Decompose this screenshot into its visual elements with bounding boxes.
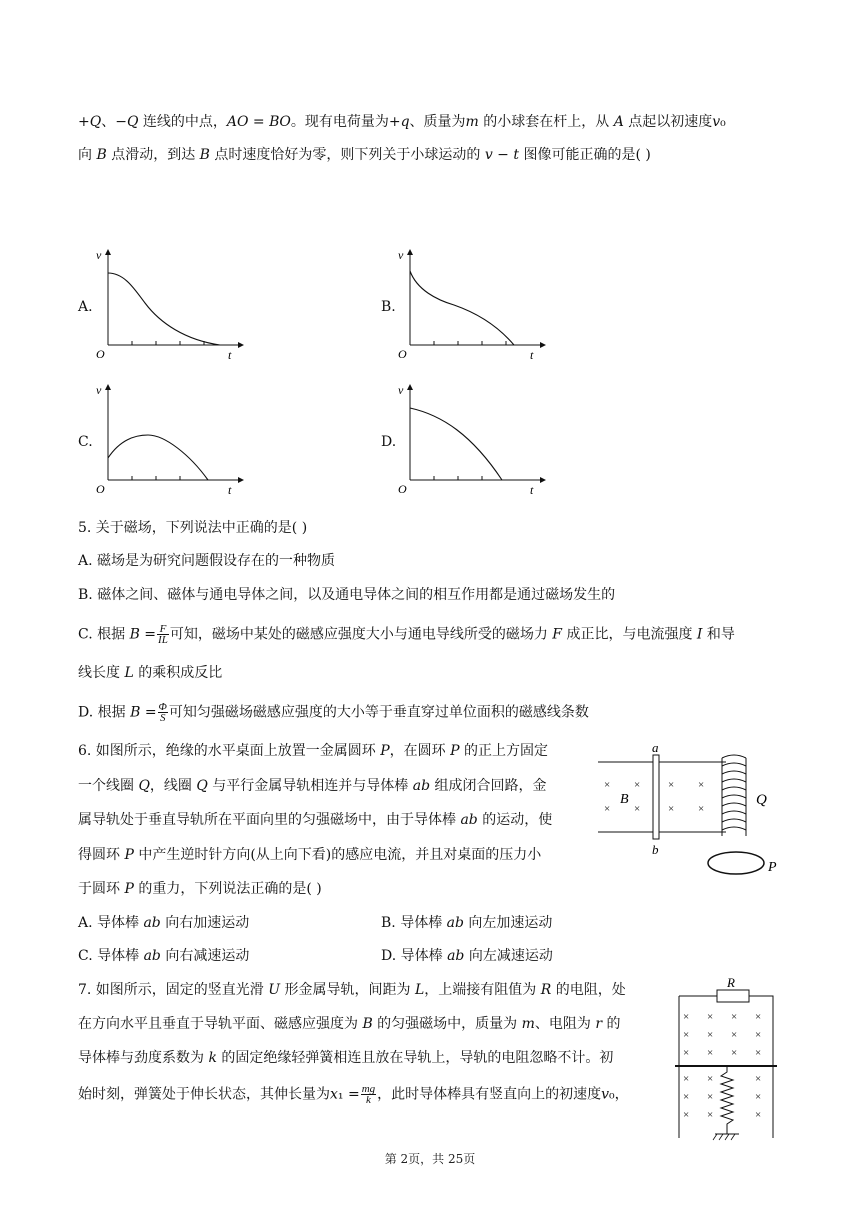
graph-c-t-label: t [228, 483, 232, 497]
graph-c-v-label: v [96, 383, 102, 397]
q7-figure [675, 975, 785, 1148]
q6-option-c[interactable]: C. 导体棒 𝑎𝑏 向右减速运动 [78, 948, 250, 964]
svg-text:×: × [634, 803, 641, 815]
svg-text:×: × [755, 1109, 762, 1121]
svg-text:×: × [683, 1029, 690, 1041]
svg-text:×: × [683, 1073, 690, 1085]
graph-b-origin: O [398, 347, 407, 361]
q6-option-a[interactable]: A. 导体棒 𝑎𝑏 向右加速运动 [78, 915, 250, 931]
q7-label-R: R [727, 975, 735, 990]
graph-a-t-label: t [228, 348, 232, 362]
q4-option-a-label[interactable]: A. [78, 299, 93, 315]
q6-label-B: B [620, 792, 629, 807]
graph-d-v-label: v [398, 383, 404, 397]
svg-text:×: × [698, 803, 705, 815]
svg-text:×: × [707, 1047, 714, 1059]
svg-text:×: × [634, 779, 641, 791]
q5-option-b[interactable]: B. 磁体之间、磁体与通电导体之间，以及通电导体之间的相互作用都是通过磁场发生的 [78, 587, 616, 603]
svg-text:×: × [604, 779, 611, 791]
svg-text:×: × [731, 1011, 738, 1023]
q4-option-b-label[interactable]: B. [381, 299, 396, 315]
graph-a-v-label: v [96, 248, 102, 262]
graph-d-origin: O [398, 482, 407, 496]
q5-option-c-line-2: 线长度 𝐿 的乘积成反比 [78, 665, 223, 681]
q5-c-pre: C. 根据 𝐵 = [78, 626, 157, 643]
q4-option-c-label: C. [78, 434, 93, 450]
svg-text:×: × [707, 1109, 714, 1121]
q7-l4-pre: 始时刻，弹簧处于伸长状态，其伸长量为𝑥₁ = [78, 1086, 360, 1103]
q5-stem: 5. 关于磁场，下列说法中正确的是( ) [78, 520, 308, 536]
svg-text:×: × [755, 1011, 762, 1023]
svg-text:×: × [755, 1029, 762, 1041]
q5-option-a[interactable]: A. 磁场是为研究问题假设存在的一种物质 [78, 553, 336, 569]
q4-stem-line-2: 向 𝐵 点滑动，到达 𝐵 点时速度恰好为零，则下列关于小球运动的 𝑣 − 𝑡 图像可能正确的是( ) [78, 147, 651, 163]
q5-d-pre: D. 根据 𝐵 = [78, 704, 157, 721]
svg-text:×: × [707, 1011, 714, 1023]
q6-label-b: b [652, 842, 659, 857]
svg-text:×: × [683, 1109, 690, 1121]
q7-stem-line-2: 在方向水平且垂直于导轨平面、磁感应强度为 𝐵 的匀强磁场中，质量为 𝑚、电阻为 𝑟 的 [78, 1016, 621, 1032]
q6-stem-line-4: 得圆环 𝑃 中产生逆时针方向(从上向下看)的感应电流，并且对桌面的压力小 [78, 847, 542, 863]
svg-text:×: × [698, 779, 705, 791]
svg-text:×: × [755, 1091, 762, 1103]
svg-text:×: × [668, 779, 675, 791]
q7-stem-line-3: 导体棒与劲度系数为 𝑘 的固定绝缘轻弹簧相连且放在导轨上，导轨的电阻忽略不计。初 [78, 1050, 614, 1066]
q6-figure [596, 740, 786, 885]
q5-c-post: 可知，磁场中某处的磁感应强度大小与通电导线所受的磁场力 𝐹 成正比，与电流强度 𝐼 和导 [169, 626, 735, 643]
svg-text:×: × [755, 1073, 762, 1085]
svg-text:×: × [668, 803, 675, 815]
q7-stem-line-4 [78, 1084, 629, 1105]
q6-stem-line-5: 于圆环 𝑃 的重力，下列说法正确的是( ) [78, 881, 322, 897]
q4-option-d-label: D. [381, 434, 397, 450]
svg-text:×: × [731, 1029, 738, 1041]
svg-text:×: × [731, 1047, 738, 1059]
q6-stem-line-1: 6. 如图所示，绝缘的水平桌面上放置一金属圆环 𝑃，在圆环 𝑃 的正上方固定 [78, 743, 548, 759]
svg-text:×: × [707, 1091, 714, 1103]
svg-text:×: × [683, 1011, 690, 1023]
svg-text:×: × [755, 1047, 762, 1059]
graph-d-t-label: t [530, 483, 534, 497]
q6-stem-line-3: 属导轨处于垂直导轨所在平面向里的匀强磁场中，由于导体棒 𝑎𝑏 的运动，使 [78, 812, 553, 828]
q5-c-fraction: $\frac{F}{IL}$ [158, 623, 168, 646]
q5-option-c[interactable] [78, 624, 735, 645]
q5-option-d[interactable] [78, 702, 589, 723]
svg-text:×: × [604, 803, 611, 815]
q6-label-Q: Q [756, 792, 767, 808]
svg-text:×: × [707, 1029, 714, 1041]
q6-stem-line-2: 一个线圈 𝑄，线圈 𝑄 与平行金属导轨相连并与导体棒 𝑎𝑏 组成闭合回路，金 [78, 778, 547, 794]
graph-b-t-label: t [530, 348, 534, 362]
graph-c [90, 380, 250, 495]
q5-d-fraction: $\frac{\Phi}{S}$ [158, 701, 167, 724]
svg-text:×: × [707, 1073, 714, 1085]
page-footer: 第 2页，共 25页 [384, 1152, 476, 1166]
graph-b-v-label: v [398, 248, 404, 262]
q7-fraction: $\frac{mg}{k}$ [361, 1083, 376, 1106]
graph-a-origin: O [96, 347, 105, 361]
svg-text:×: × [683, 1091, 690, 1103]
q5-d-post: 可知匀强磁场磁感应强度的大小等于垂直穿过单位面积的磁感线条数 [168, 704, 589, 721]
graph-c-origin: O [96, 482, 105, 496]
q7-stem-line-1: 7. 如图所示，固定的竖直光滑 𝑈 形金属导轨，间距为 𝐿，上端接有阻值为 𝑅 的电阻，处 [78, 982, 626, 998]
q7-l4-post: ，此时导体棒具有竖直向上的初速度𝑣₀， [377, 1086, 629, 1103]
graph-b [392, 245, 552, 360]
q6-option-b[interactable]: B. 导体棒 𝑎𝑏 向左加速运动 [381, 915, 553, 931]
q4-stem-line-1: +𝑄、−𝑄 连线的中点，𝐴𝑂 = 𝐵𝑂。现有电荷量为+𝑞、质量为𝑚 的小球套在杆上，从 𝐴 点起以初速度𝑣₀ [78, 114, 726, 130]
q6-label-a: a [652, 740, 659, 755]
svg-text:×: × [683, 1047, 690, 1059]
graph-d [392, 380, 552, 495]
graph-a [90, 245, 250, 360]
q6-label-P: P [768, 860, 777, 875]
q6-option-d[interactable]: D. 导体棒 𝑎𝑏 向左减速运动 [381, 948, 553, 964]
